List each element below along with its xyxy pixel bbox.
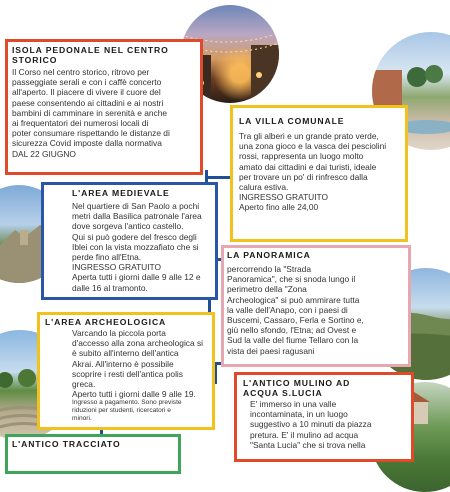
body-line: Tra gli alberi e un grande prato verde,	[239, 131, 379, 141]
body-line: vista dei paesi ragusani	[227, 345, 315, 356]
body-line: Aperto fino alle 24,00	[239, 202, 319, 213]
section-body	[72, 328, 217, 423]
body-line: scoprire i resti dell'antica polis	[72, 368, 183, 379]
body-line: per trovare un po' di rinfresco dalla	[239, 171, 368, 182]
body-line: Iblei con la vista mozzafiato che si	[72, 241, 199, 252]
body-line: poter consumare rispettando le distanze di	[12, 128, 170, 139]
body-line: sicurezza Covid imposte dalla normativa	[12, 138, 162, 149]
body-line: metri dalla Basilica patronale l'area	[72, 211, 202, 222]
section-title: LA PANORAMICA	[227, 250, 311, 260]
section-body	[227, 264, 392, 356]
body-line: rossi, rappresenta un luogo molto	[239, 151, 364, 162]
body-line: passeggiate serali e con i caffè concerto	[12, 77, 162, 88]
body-line: Aperta tutti i giorni dalle 9 alle 12 e	[72, 272, 201, 283]
body-line: perde fino all'Etna.	[72, 252, 142, 263]
body-line: bambini di camminare in serenità e anche	[12, 107, 168, 118]
section-title: L'AREA MEDIEVALE	[72, 188, 170, 198]
body-note-line: riduzioni per studenti, ricercatori e	[72, 407, 171, 415]
body-line: d'accesso alla zona archeologica si	[72, 338, 204, 349]
body-line: suggestivo a 10 minuti da piazza	[250, 419, 372, 430]
body-line: INGRESSO GRATUITO	[72, 262, 162, 273]
body-line: Archeologica" si può ammirare tutta	[227, 294, 360, 305]
body-line: all'aperto. Il piacere di vivere il cuore del	[12, 87, 161, 98]
body-line: giù nello sfondo, l'Etna; ad Ovest e	[227, 325, 357, 336]
body-line: Buscemi, Cassaro, Ferla e Sortino e,	[227, 315, 364, 326]
body-line: la valle dell'Anapo, con i paesi di	[227, 304, 348, 315]
body-line: dove sorgeva l'antico castello.	[72, 221, 184, 232]
title-line: ACQUA S.LUCIA	[243, 388, 323, 398]
body-line: amato dai cittadini e dai turisti, ideale	[239, 161, 377, 172]
section-body	[72, 201, 216, 293]
section-title: L'ANTICO TRACCIATO	[12, 439, 121, 449]
body-line: percorrendo la "Strada	[227, 264, 311, 274]
body-line: Nel quartiere di San Paolo a pochi	[72, 201, 200, 211]
section-title	[243, 378, 403, 398]
section-body	[12, 67, 202, 159]
body-line: Qui si può godere del fresco degli	[72, 231, 197, 242]
body-line: perimetro della "Zona	[227, 284, 307, 295]
title-line: STORICO	[12, 55, 58, 65]
body-line: Aperto tutti i giorni dalle 9 alle 19.	[72, 389, 196, 400]
body-line: Sud la valle del fiume Tellaro con la	[227, 335, 359, 346]
section-title: L'AREA ARCHEOLOGICA	[45, 317, 167, 327]
title-line: ISOLA PEDONALE NEL CENTRO	[12, 45, 169, 55]
body-line: Il Corso nel centro storico, ritrovo per	[12, 67, 150, 77]
body-line: paese consentendo ai cittadini e ai nostri	[12, 97, 164, 108]
section-body	[239, 131, 407, 213]
body-line: Panoramica", che si snoda lungo il	[227, 274, 356, 285]
body-line: greca.	[72, 379, 96, 390]
body-line: Akrai. All'interno è possibile	[72, 358, 174, 369]
body-line: E' immerso in una valle	[250, 399, 337, 409]
section-body	[250, 399, 400, 450]
section-title	[12, 45, 202, 65]
title-line: L'ANTICO MULINO AD	[243, 378, 351, 388]
body-line: pretura. E' il mulino ad acqua	[250, 429, 359, 440]
body-line: è subito all'interno dell'antica	[72, 348, 179, 359]
body-line: calura estiva.	[239, 182, 289, 193]
body-line: una zona gioco e la vasca dei pesciolini	[239, 141, 387, 152]
body-line: dalle 16 al tramonto.	[72, 282, 148, 293]
body-line: DAL 22 GIUGNO	[12, 148, 76, 159]
body-line: incontaminata, in un luogo	[250, 409, 348, 420]
body-line: "Santa Lucia" che si trova nella	[250, 439, 366, 450]
body-line: ai frequentatori dei numerosi locali di	[12, 118, 149, 129]
body-line: INGRESSO GRATUITO	[239, 192, 329, 203]
section-title: LA VILLA COMUNALE	[239, 116, 345, 126]
body-note-line: Ingresso a pagamento. Sono previste	[72, 399, 182, 407]
body-line: Varcando la piccola porta	[72, 328, 166, 338]
body-note-line: minori.	[72, 415, 92, 423]
